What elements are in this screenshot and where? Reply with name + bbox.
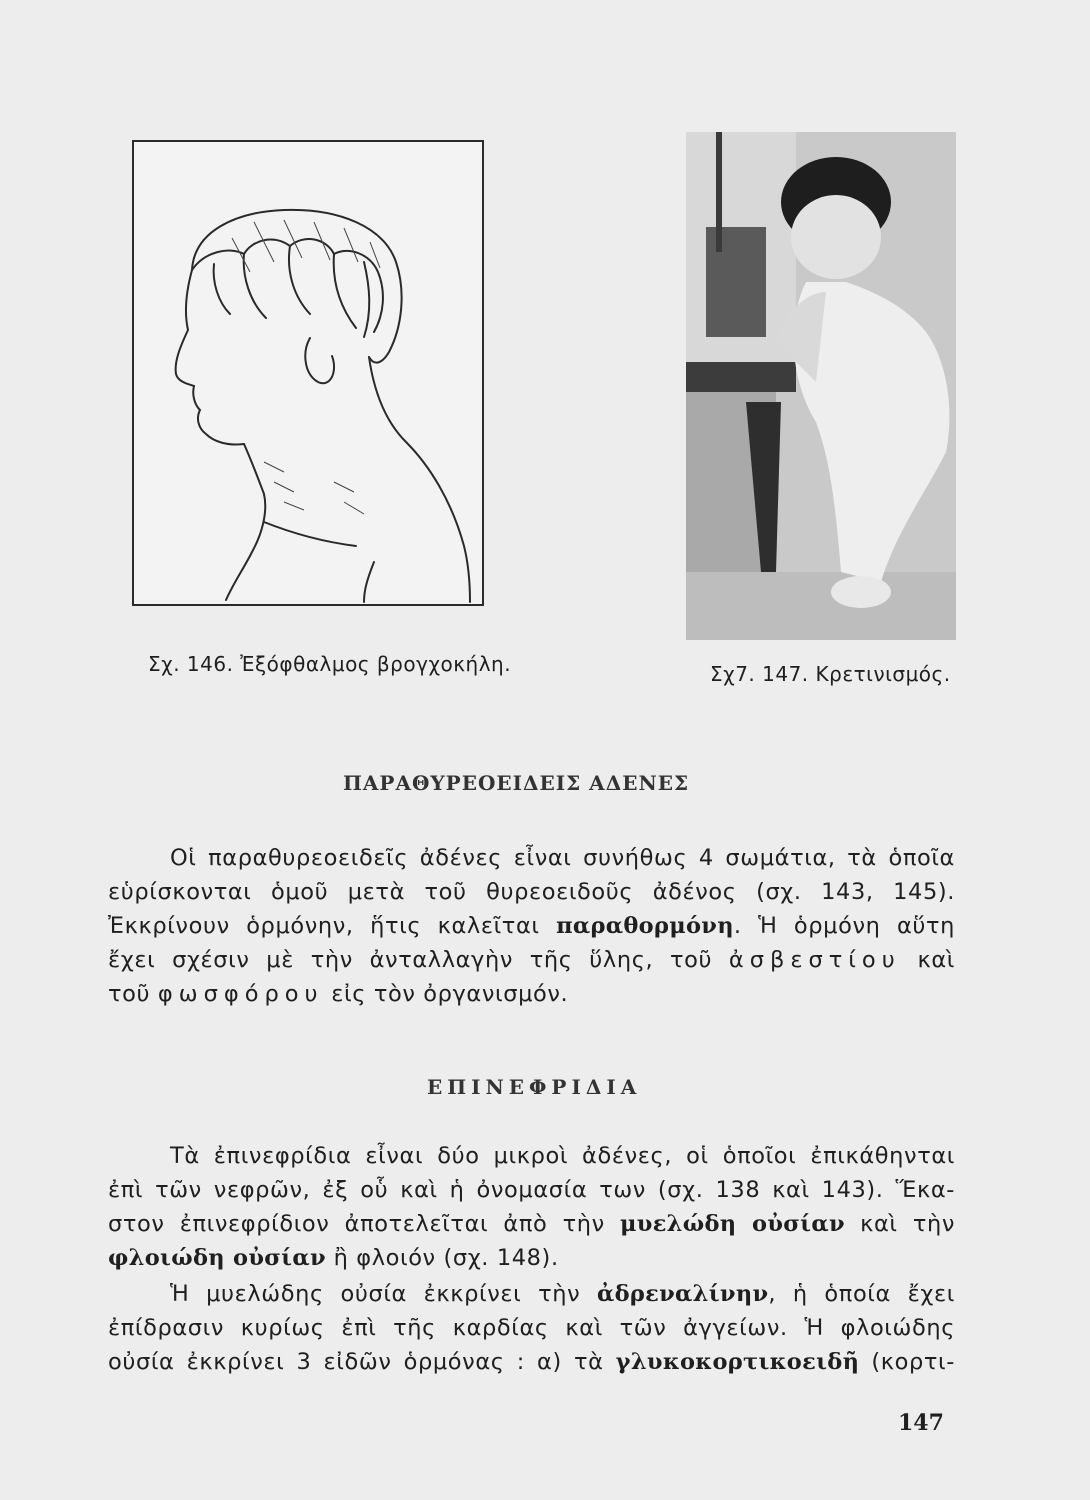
figure-147-photo	[686, 132, 956, 640]
term-adrenaline: ἀδρεναλίνην	[596, 1281, 769, 1307]
text-run: (κορτι-	[871, 1349, 955, 1375]
section-heading-parathyroid: ΠΑΡΑΘΥΡΕΟΕΙΔΕΙΣ ΑΔΕΝΕΣ	[343, 771, 690, 795]
text-run: Ἡ μυελώδης οὐσία ἐκκρίνει τὴν	[170, 1281, 581, 1307]
text-run: στον ἐπινεφρίδιον ἀποτελεῖται ἀπὸ τὴν	[108, 1211, 605, 1237]
paragraph-line: Τὰ ἐπινεφρίδια εἶναι δύο μικροὶ ἀδένες, οἱ ὁποῖοι ἐπικάθηνται	[170, 1143, 955, 1169]
text-run: καὶ	[917, 947, 955, 973]
text-run: ἢ φλοιόν (σχ. 148).	[333, 1245, 559, 1271]
paragraph-line	[108, 1242, 955, 1274]
paragraph-line	[108, 978, 955, 1010]
figure-146-caption: Σχ. 146. Ἐξόφθαλμος βρογχοκήλη.	[148, 652, 512, 676]
text-run: καὶ τὴν	[860, 1211, 956, 1237]
text-run: Ἐκκρίνουν ὁρμόνην, ἥτις καλεῖται	[108, 913, 540, 939]
term-calcium: ἀσβεστίου	[728, 947, 901, 973]
paragraph-line	[108, 910, 955, 942]
figure-147-caption: Σχ7. 147. Κρετινισμός.	[710, 662, 951, 686]
term-parathormone: παραθορμόνη	[556, 913, 734, 939]
text-run: τοῦ	[108, 981, 151, 1007]
paragraph-line: εὑρίσκονται ὁμοῦ μετὰ τοῦ θυρεοειδοῦς ἀδένος (σχ. 143, 145).	[108, 879, 955, 905]
page-number: 147	[898, 1410, 944, 1436]
text-run: εἰς τὸν ὀργανισμόν.	[331, 981, 569, 1007]
paragraph-line: Οἱ παραθυρεοειδεῖς ἀδένες εἶναι συνήθως 4 σωμάτια, τὰ ὁποῖα	[170, 845, 955, 871]
figure-146-frame	[132, 140, 484, 606]
term-phosphorus: φωσφόρου	[157, 981, 324, 1007]
text-run: , ἡ ὁποία ἔχει	[768, 1281, 955, 1307]
term-glucocorticoids: γλυκοκορτικοειδῆ	[615, 1349, 860, 1375]
paragraph-line	[170, 1278, 955, 1310]
paragraph-line	[108, 944, 955, 976]
text-run: . Ἡ ὁρμόνη αὕτη	[733, 913, 955, 939]
figure-147-illustration	[686, 132, 956, 640]
paragraph-line	[108, 1346, 955, 1378]
paragraph-line	[108, 1208, 955, 1240]
term-medulla: μυελώδη οὐσίαν	[620, 1211, 845, 1237]
figure-146-illustration	[134, 142, 482, 604]
paragraph-line: ἐπὶ τῶν νεφρῶν, ἐξ οὗ καὶ ἡ ὀνομασία των (σχ. 138 καὶ 143). Ἕκα-	[108, 1177, 955, 1203]
paragraph-line: ἐπίδρασιν κυρίως ἐπὶ τῆς καρδίας καὶ τῶν ἀγγείων. Ἡ φλοιώδης	[108, 1315, 955, 1341]
section-heading-adrenals: ΕΠΙΝΕΦΡΙΔΙΑ	[427, 1075, 642, 1099]
text-run: ἔχει σχέσιν μὲ τὴν ἀνταλλαγὴν τῆς ὕλης, τοῦ	[108, 947, 713, 973]
text-run: οὐσία ἐκκρίνει 3 εἰδῶν ὁρμόνας : α) τὰ	[108, 1349, 604, 1375]
term-cortex: φλοιώδη οὐσίαν	[108, 1245, 326, 1271]
